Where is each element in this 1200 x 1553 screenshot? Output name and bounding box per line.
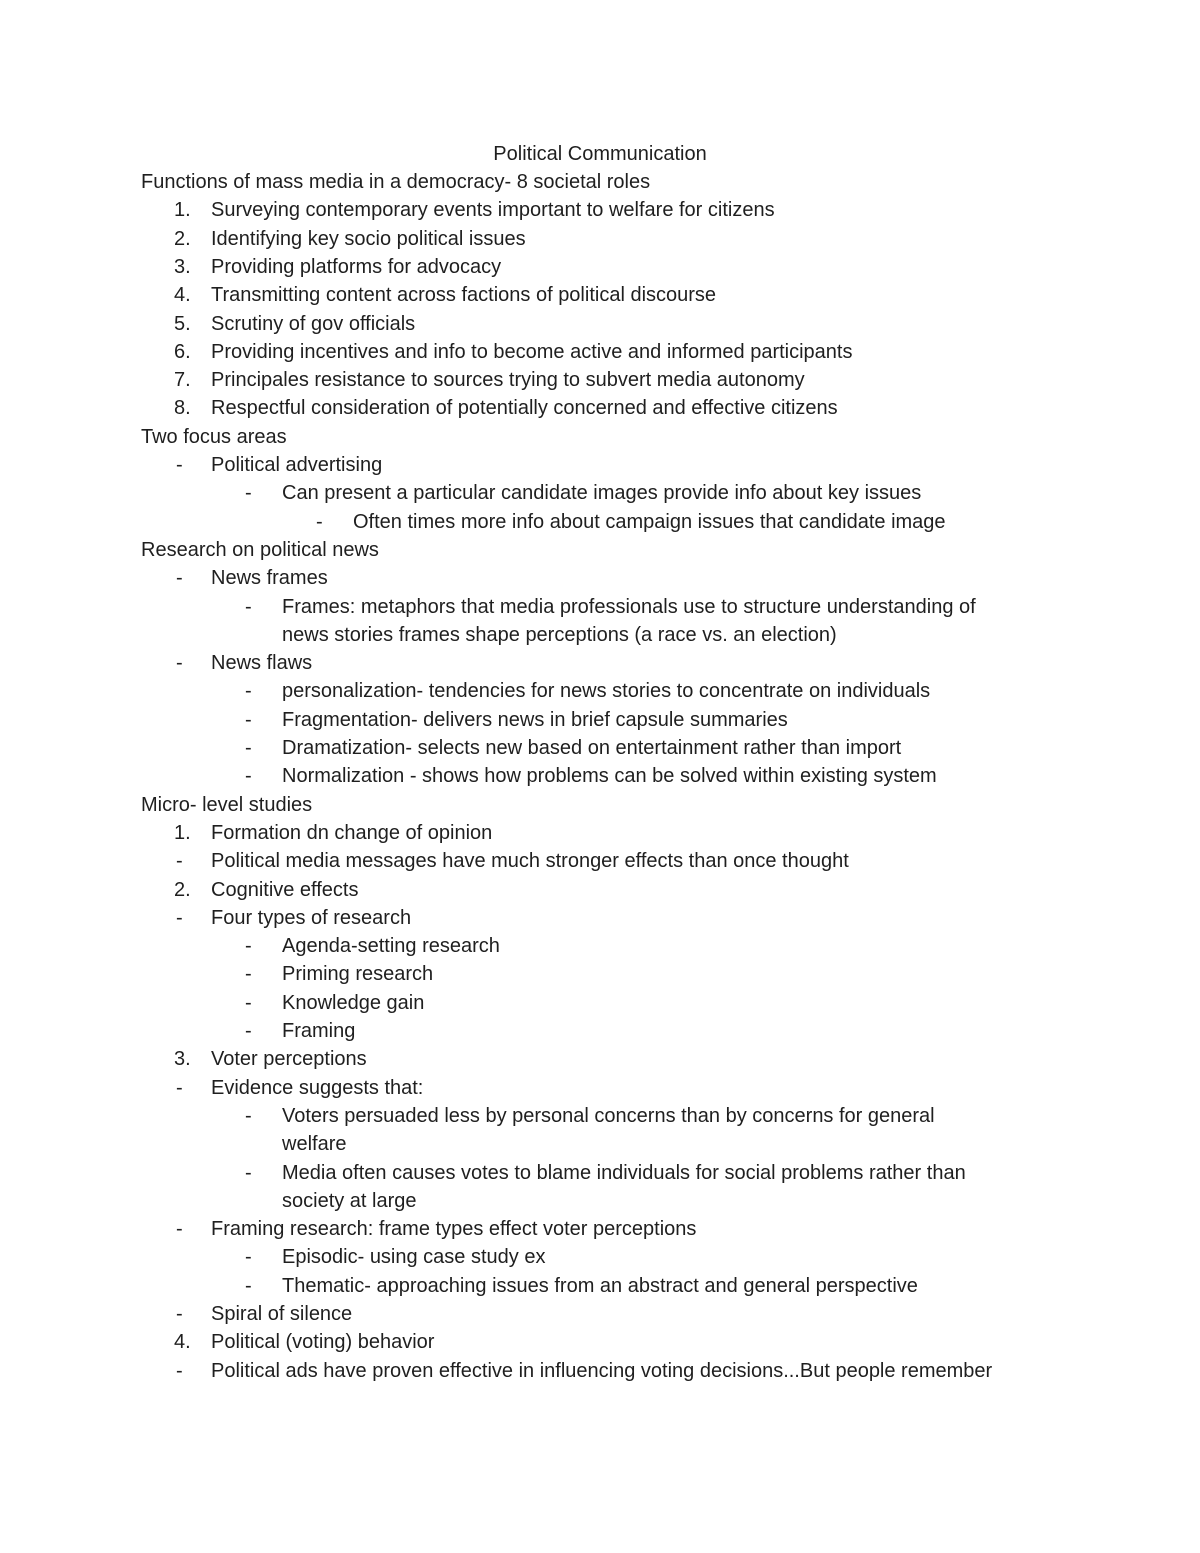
list-item: Thematic- approaching issues from an abstract and general perspective <box>282 1275 918 1297</box>
list-item: Spiral of silence <box>211 1303 353 1325</box>
list-item: News frames <box>211 567 328 589</box>
list-bullet: - <box>245 1275 252 1297</box>
list-bullet: - <box>176 567 183 589</box>
list-item: Formation dn change of opinion <box>211 822 493 844</box>
list-bullet: - <box>245 1246 252 1268</box>
list-bullet: - <box>245 709 252 731</box>
list-bullet: - <box>176 1077 183 1099</box>
list-bullet: - <box>176 1303 183 1325</box>
list-item: welfare <box>282 1133 347 1155</box>
list-bullet: - <box>245 1162 252 1184</box>
list-item: Voters persuaded less by personal concerns than by concerns for general <box>282 1105 935 1127</box>
list-bullet: - <box>245 1020 252 1042</box>
list-number: 3. <box>174 1048 191 1070</box>
list-item: Fragmentation- delivers news in brief capsule summaries <box>282 709 788 731</box>
list-item: Principales resistance to sources trying to subvert media autonomy <box>211 369 805 391</box>
list-item: Political ads have proven effective in influencing voting decisions...But people remember <box>211 1360 993 1382</box>
list-bullet: - <box>176 1218 183 1240</box>
list-item: Four types of research <box>211 907 412 929</box>
list-item: Priming research <box>282 963 434 985</box>
list-item: Surveying contemporary events important to welfare for citizens <box>211 199 775 221</box>
list-number: 7. <box>174 369 191 391</box>
list-bullet: - <box>245 765 252 787</box>
list-bullet: - <box>245 482 252 504</box>
section-heading: Research on political news <box>141 539 379 561</box>
list-item: Voter perceptions <box>211 1048 367 1070</box>
list-number: 8. <box>174 397 191 419</box>
list-item: Normalization - shows how problems can be solved within existing system <box>282 765 937 787</box>
list-item: Transmitting content across factions of political discourse <box>211 284 717 306</box>
list-item: Providing platforms for advocacy <box>211 256 502 278</box>
list-item: Scrutiny of gov officials <box>211 313 416 335</box>
list-item: Knowledge gain <box>282 992 425 1014</box>
list-item: Episodic- using case study ex <box>282 1246 546 1268</box>
list-item: news stories frames shape perceptions (a race vs. an election) <box>282 624 837 646</box>
list-number: 4. <box>174 284 191 306</box>
list-bullet: - <box>176 1360 183 1382</box>
document-title: Political Communication <box>493 143 707 165</box>
section-heading: Two focus areas <box>141 426 287 448</box>
list-item: Cognitive effects <box>211 879 359 901</box>
list-item: Respectful consideration of potentially concerned and effective citizens <box>211 397 838 419</box>
list-item: Political media messages have much stronger effects than once thought <box>211 850 849 872</box>
list-bullet: - <box>176 652 183 674</box>
list-item: Media often causes votes to blame individuals for social problems rather than <box>282 1162 966 1184</box>
list-item: Dramatization- selects new based on entertainment rather than import <box>282 737 902 759</box>
list-number: 2. <box>174 228 191 250</box>
list-item: society at large <box>282 1190 417 1212</box>
section-heading: Micro- level studies <box>141 794 313 816</box>
list-item: Can present a particular candidate images provide info about key issues <box>282 482 922 504</box>
list-number: 1. <box>174 822 191 844</box>
list-number: 1. <box>174 199 191 221</box>
list-item: Often times more info about campaign issues that candidate image <box>353 511 946 533</box>
list-bullet: - <box>245 963 252 985</box>
list-bullet: - <box>245 1105 252 1127</box>
list-item: Political (voting) behavior <box>211 1331 435 1353</box>
list-bullet: - <box>245 737 252 759</box>
list-item: Framing research: frame types effect voter perceptions <box>211 1218 697 1240</box>
list-bullet: - <box>245 992 252 1014</box>
list-item: Framing <box>282 1020 356 1042</box>
list-number: 5. <box>174 313 191 335</box>
list-item: News flaws <box>211 652 313 674</box>
list-bullet: - <box>316 511 323 533</box>
list-item: Providing incentives and info to become active and informed participants <box>211 341 853 363</box>
list-item: Political advertising <box>211 454 383 476</box>
list-bullet: - <box>245 596 252 618</box>
list-item: Identifying key socio political issues <box>211 228 526 250</box>
list-number: 4. <box>174 1331 191 1353</box>
list-item: personalization- tendencies for news stories to concentrate on individuals <box>282 680 931 702</box>
list-number: 3. <box>174 256 191 278</box>
list-item: Frames: metaphors that media professionals use to structure understanding of <box>282 596 976 618</box>
list-bullet: - <box>176 907 183 929</box>
list-bullet: - <box>245 680 252 702</box>
list-item: Evidence suggests that: <box>211 1077 424 1099</box>
list-bullet: - <box>176 454 183 476</box>
list-number: 6. <box>174 341 191 363</box>
section-heading: Functions of mass media in a democracy- 8 societal roles <box>141 171 651 193</box>
list-bullet: - <box>245 935 252 957</box>
list-item: Agenda-setting research <box>282 935 500 957</box>
list-number: 2. <box>174 879 191 901</box>
list-bullet: - <box>176 850 183 872</box>
